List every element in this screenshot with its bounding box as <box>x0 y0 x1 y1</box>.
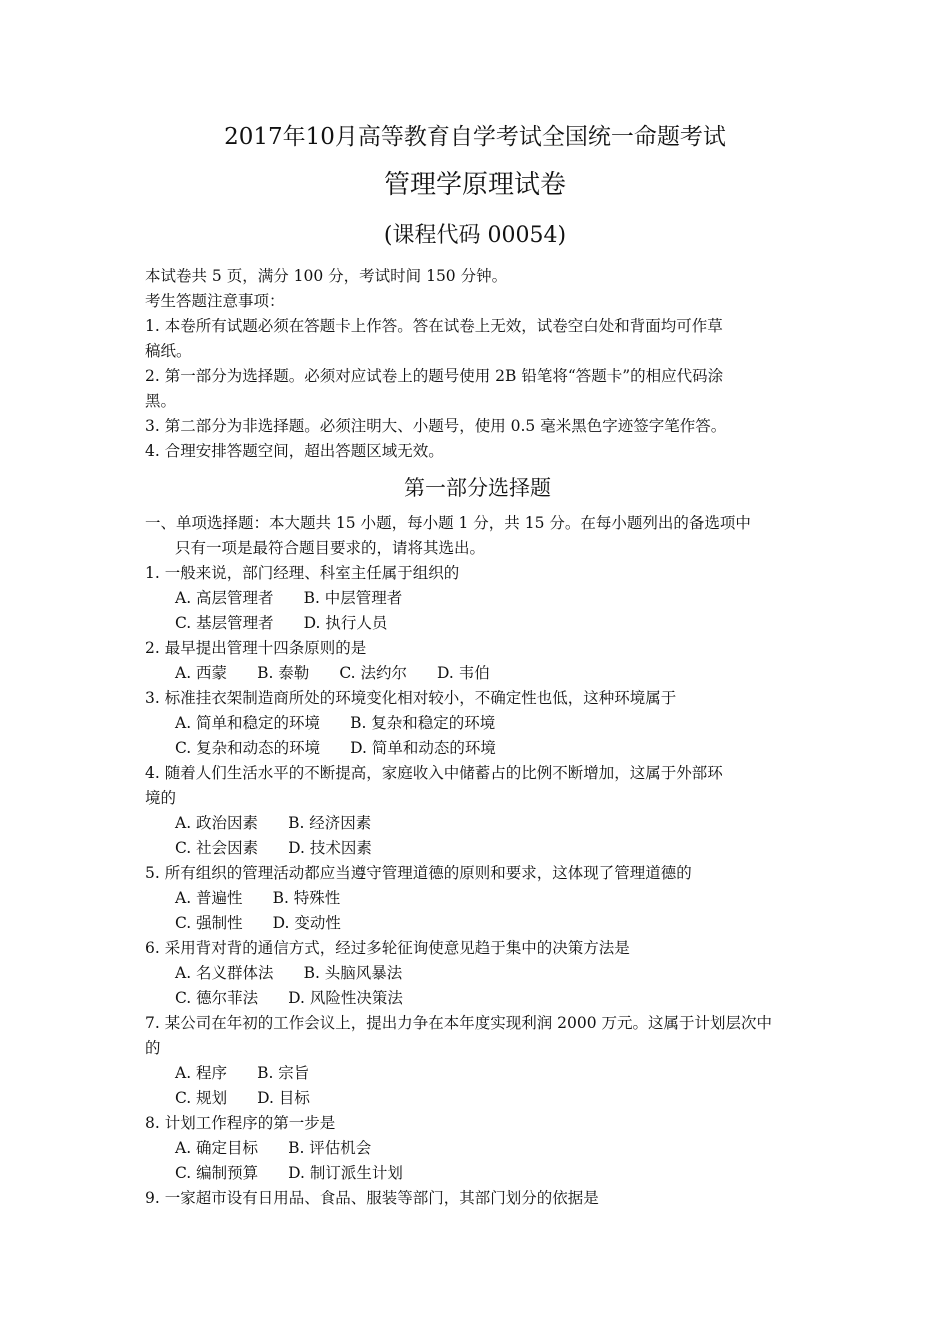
option: C. 社会因素 <box>175 839 259 857</box>
question-stem-cont: 的 <box>145 1039 161 1057</box>
option-row <box>145 961 810 986</box>
option: C. 法约尔 <box>339 664 407 682</box>
option-row <box>145 611 810 636</box>
notice-item-cont: 稿纸。 <box>145 342 192 360</box>
option-row <box>145 1161 810 1186</box>
option-row <box>145 911 810 936</box>
option: A. 名义群体法 <box>175 964 274 982</box>
option-row <box>145 711 810 736</box>
option-row <box>145 586 810 611</box>
option: D. 韦伯 <box>436 664 490 682</box>
option: B. 头脑风暴法 <box>303 964 403 982</box>
option: B. 经济因素 <box>288 814 372 832</box>
option: B. 中层管理者 <box>303 589 403 607</box>
notice-item: 4. 合理安排答题空间，超出答题区域无效。 <box>145 442 444 460</box>
exam-header-line: 2017年10月高等教育自学考试全国统一命题考试 <box>224 124 726 150</box>
option: D. 风险性决策法 <box>288 989 403 1007</box>
option: A. 西蒙 <box>175 664 228 682</box>
notice-heading: 考生答题注意事项： <box>145 292 285 310</box>
question-stem: 4. 随着人们生活水平的不断提高，家庭收入中储蓄占的比例不断增加，这属于外部环 <box>145 764 723 782</box>
option: A. 确定目标 <box>175 1139 259 1157</box>
question-stem: 5. 所有组织的管理活动都应当遵守管理道德的原则和要求，这体现了管理道德的 <box>145 864 692 882</box>
option-row <box>145 1061 810 1086</box>
option-row <box>145 836 810 861</box>
option: D. 制订派生计划 <box>288 1164 403 1182</box>
question-stem: 7. 某公司在年初的工作会议上，提出力争在本年度实现利润 2000 万元。这属于计划层次中 <box>145 1014 773 1032</box>
option: C. 规划 <box>175 1089 228 1107</box>
option: B. 宗旨 <box>257 1064 310 1082</box>
question-stem: 6. 采用背对背的通信方式，经过多轮征询使意见趋于集中的决策方法是 <box>145 939 630 957</box>
paper-title: 管理学原理试卷 <box>383 170 566 200</box>
option: C. 强制性 <box>175 914 243 932</box>
question-stem-cont: 境的 <box>145 789 177 807</box>
course-code: (课程代码 00054) <box>383 223 567 248</box>
option: D. 技术因素 <box>288 839 372 857</box>
option-row <box>145 811 810 836</box>
option: C. 基层管理者 <box>175 614 274 632</box>
notice-item: 2. 第一部分为选择题。必须对应试卷上的题号使用 2B 铅笔将“答题卡”的相应代码涂 <box>145 367 724 385</box>
option-row <box>145 1136 810 1161</box>
section-title: 第一部分选择题 <box>404 476 551 500</box>
option: D. 执行人员 <box>303 614 388 632</box>
option: C. 德尔菲法 <box>175 989 259 1007</box>
question-stem: 9. 一家超市设有日用品、食品、服装等部门，其部门划分的依据是 <box>145 1189 599 1207</box>
section-instruction-cont: 只有一项是最符合题目要求的，请将其选出。 <box>175 539 486 557</box>
option: D. 目标 <box>257 1089 310 1107</box>
question-stem: 1. 一般来说，部门经理、科室主任属于组织的 <box>145 564 460 582</box>
option: C. 复杂和动态的环境 <box>175 739 321 757</box>
option: B. 泰勒 <box>257 664 310 682</box>
option: D. 简单和动态的环境 <box>350 739 496 757</box>
option: B. 复杂和稳定的环境 <box>350 714 496 732</box>
notice-item: 1. 本卷所有试题必须在答题卡上作答。答在试卷上无效，试卷空白处和背面均可作草 <box>145 317 723 335</box>
option-row <box>145 886 810 911</box>
option: A. 政治因素 <box>175 814 259 832</box>
option: C. 编制预算 <box>175 1164 259 1182</box>
notice-item: 3. 第二部分为非选择题。必须注明大、小题号，使用 0.5 毫米黑色字迹签字笔作答。 <box>145 417 727 435</box>
notice-item-cont: 黑。 <box>145 392 177 410</box>
option: B. 评估机会 <box>288 1139 372 1157</box>
option: A. 普遍性 <box>175 889 243 907</box>
option-row <box>145 1086 810 1111</box>
question-stem: 3. 标准挂衣架制造商所处的环境变化相对较小，不确定性也低，这种环境属于 <box>145 689 677 707</box>
option: A. 简单和稳定的环境 <box>175 714 321 732</box>
option: A. 高层管理者 <box>175 589 274 607</box>
intro-line: 本试卷共 5 页，满分 100 分，考试时间 150 分钟。 <box>145 267 508 285</box>
option-row <box>145 661 810 686</box>
option-row <box>145 736 810 761</box>
option-row <box>145 986 810 1011</box>
section-instruction: 一、单项选择题：本大题共 15 小题，每小题 1 分，共 15 分。在每小题列出的备选项中 <box>145 514 751 532</box>
question-stem: 2. 最早提出管理十四条原则的是 <box>145 639 367 657</box>
exam-body <box>145 264 810 1211</box>
question-stem: 8. 计划工作程序的第一步是 <box>145 1114 336 1132</box>
option: A. 程序 <box>175 1064 228 1082</box>
option: D. 变动性 <box>272 914 341 932</box>
option: B. 特殊性 <box>272 889 341 907</box>
